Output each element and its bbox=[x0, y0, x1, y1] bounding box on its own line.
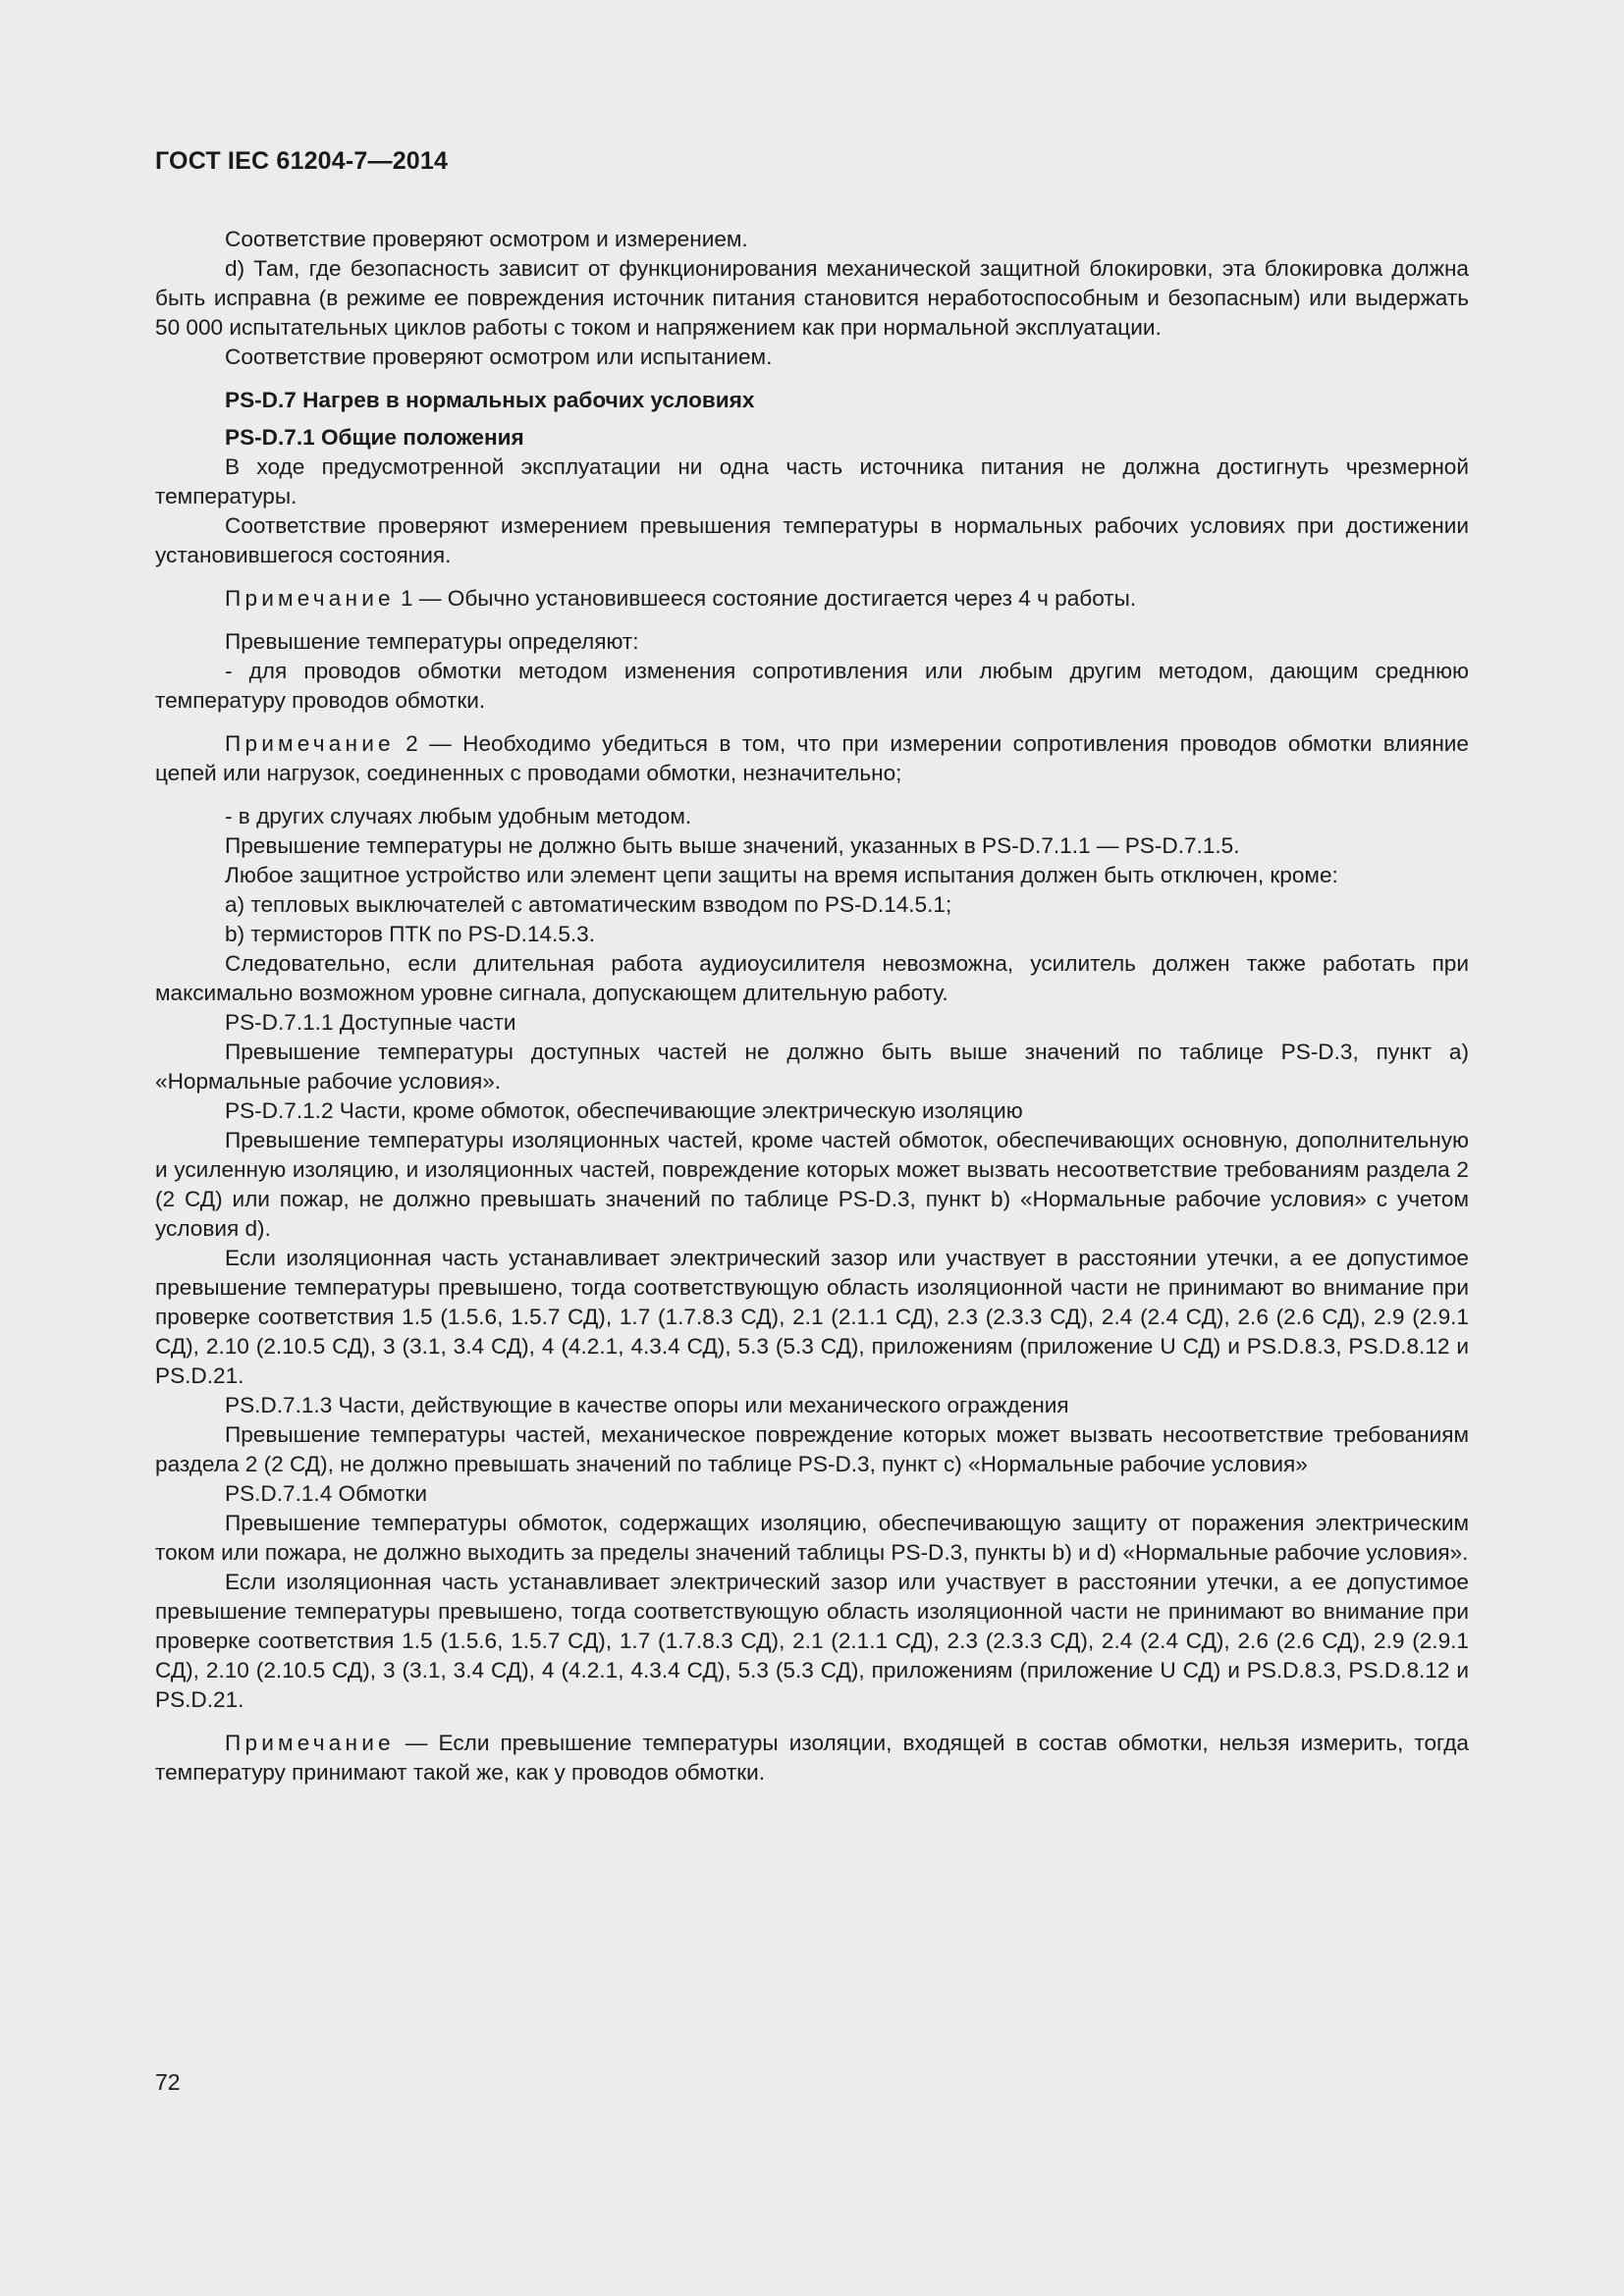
note-label: Примечание bbox=[225, 586, 395, 611]
paragraph: Следовательно, если длительная работа аудиоусилителя невозможна, усилитель должен также работать при максимально возможном уровне сигнала, допускающем длительную работу. bbox=[155, 951, 1469, 1005]
standard-code-header: ГОСТ IEC 61204-7—2014 bbox=[155, 147, 449, 175]
paragraph: Превышение температуры доступных частей не должно быть выше значений по таблице PS-D.3, пункт a) «Нормальные рабочие условия». bbox=[155, 1040, 1469, 1094]
paragraph: Соответствие проверяют осмотром или испытанием. bbox=[225, 345, 773, 369]
paragraph: Превышение температуры изоляционных частей, кроме частей обмоток, обеспечивающих основную, дополнительную и усиленную изоляцию, и изоляционных частей, повреждение которых может вызвать несоответствие требованиям раздела 2 (2 СД) или пожар, не должно превышать значений по таблице PS-D.3, пункт b) «Нормальные рабочие условия» с учетом условия d). bbox=[155, 1128, 1469, 1241]
note bbox=[155, 729, 1469, 788]
clause-title: PS-D.7.1.2 Части, кроме обмоток, обеспечивающие электрическую изоляцию bbox=[225, 1098, 1023, 1123]
list-item: b) термисторов ПТК по PS-D.14.5.3. bbox=[225, 922, 596, 946]
page-number: 72 bbox=[155, 2069, 181, 2095]
paragraph: Соответствие проверяют осмотром и измерением. bbox=[225, 227, 748, 251]
paragraph: Соответствие проверяют измерением превышения температуры в нормальных рабочих условиях при достижении установившегося состояния. bbox=[155, 513, 1469, 567]
paragraph: В ходе предусмотренной эксплуатации ни одна часть источника питания не должна достигнуть чрезмерной температуры. bbox=[155, 454, 1469, 508]
note-label: Примечание bbox=[225, 1731, 395, 1755]
subsection-heading: PS-D.7.1 Общие положения bbox=[225, 425, 524, 450]
list-item: a) тепловых выключателей с автоматическим взводом по PS-D.14.5.1; bbox=[225, 892, 952, 917]
note-text: — Если превышение температуры изоляции, входящей в состав обмотки, нельзя измерить, тогда температуру принимают такой же, как у проводов обмотки. bbox=[155, 1731, 1469, 1785]
note-label: Примечание bbox=[225, 731, 395, 756]
note-text: 2 — Необходимо убедиться в том, что при измерении сопротивления проводов обмотки влияние цепей или нагрузок, соединенных с проводами обмотки, незначительно; bbox=[155, 731, 1469, 785]
clause-title: PS.D.7.1.3 Части, действующие в качестве опоры или механического ограждения bbox=[225, 1393, 1069, 1417]
paragraph: Превышение температуры обмоток, содержащих изоляцию, обеспечивающую защиту от поражения электрическим током или пожара, не должно выходить за пределы значений таблицы PS-D.3, пункты b) и d) «Нормальные рабочие условия». bbox=[155, 1511, 1469, 1565]
paragraph: Превышение температуры частей, механическое повреждение которых может вызвать несоответствие требованиям раздела 2 (2 СД), не должно превышать значений по таблице PS-D.3, пункт c) «Нормальные рабочие условия» bbox=[155, 1422, 1469, 1476]
paragraph: Если изоляционная часть устанавливает электрический зазор или участвует в расстоянии утечки, а ее допустимое превышение температуры превышено, тогда соответствующую область изоляционной части не принимают во внимание при проверке соответствия 1.5 (1.5.6, 1.5.7 СД), 1.7 (1.7.8.3 СД), 2.1 (2.1.1 СД), 2.3 (2.3.3 СД), 2.4 (2.4 СД), 2.6 (2.6 СД), 2.9 (2.9.1 СД), 2.10 (2.10.5 СД), 3 (3.1, 3.4 СД), 4 (4.2.1, 4.3.4 СД), 5.3 (5.3 СД), приложениям (приложение U СД) и PS.D.8.3, PS.D.8.12 и PS.D.21. bbox=[155, 1570, 1469, 1712]
paragraph: d) Там, где безопасность зависит от функционирования механической защитной блокировки, эта блокировка должна быть исправна (в режиме ее повреждения источник питания становится неработоспособным и безопасным) или выдержать 50 000 испытательных циклов работы с током и напряжением как при нормальной эксплуатации. bbox=[155, 256, 1469, 340]
clause-title: PS.D.7.1.4 Обмотки bbox=[225, 1481, 428, 1506]
paragraph: Превышение температуры не должно быть выше значений, указанных в PS-D.7.1.1 — PS-D.7.1.5. bbox=[225, 833, 1240, 858]
note bbox=[155, 1729, 1469, 1788]
paragraph: - для проводов обмотки методом изменения сопротивления или любым другим методом, дающим среднюю температуру проводов обмотки. bbox=[155, 659, 1469, 713]
paragraph: - в других случаях любым удобным методом. bbox=[225, 804, 692, 828]
note-text: 1 — Обычно установившееся состояние достигается через 4 ч работы. bbox=[394, 586, 1137, 611]
note bbox=[155, 584, 1469, 614]
clause-title: PS-D.7.1.1 Доступные части bbox=[225, 1010, 516, 1035]
paragraph: Превышение температуры определяют: bbox=[225, 629, 639, 654]
document-body bbox=[155, 225, 1469, 1788]
paragraph: Любое защитное устройство или элемент цепи защиты на время испытания должен быть отключен, кроме: bbox=[225, 863, 1338, 887]
section-heading: PS-D.7 Нагрев в нормальных рабочих условиях bbox=[225, 388, 755, 412]
paragraph: Если изоляционная часть устанавливает электрический зазор или участвует в расстоянии утечки, а ее допустимое превышение температуры превышено, тогда соответствующую область изоляционной части не принимают во внимание при проверке соответствия 1.5 (1.5.6, 1.5.7 СД), 1.7 (1.7.8.3 СД), 2.1 (2.1.1 СД), 2.3 (2.3.3 СД), 2.4 (2.4 СД), 2.6 (2.6 СД), 2.9 (2.9.1 СД), 2.10 (2.10.5 СД), 3 (3.1, 3.4 СД), 4 (4.2.1, 4.3.4 СД), 5.3 (5.3 СД), приложениям (приложение U СД) и PS.D.8.3, PS.D.8.12 и PS.D.21. bbox=[155, 1246, 1469, 1388]
